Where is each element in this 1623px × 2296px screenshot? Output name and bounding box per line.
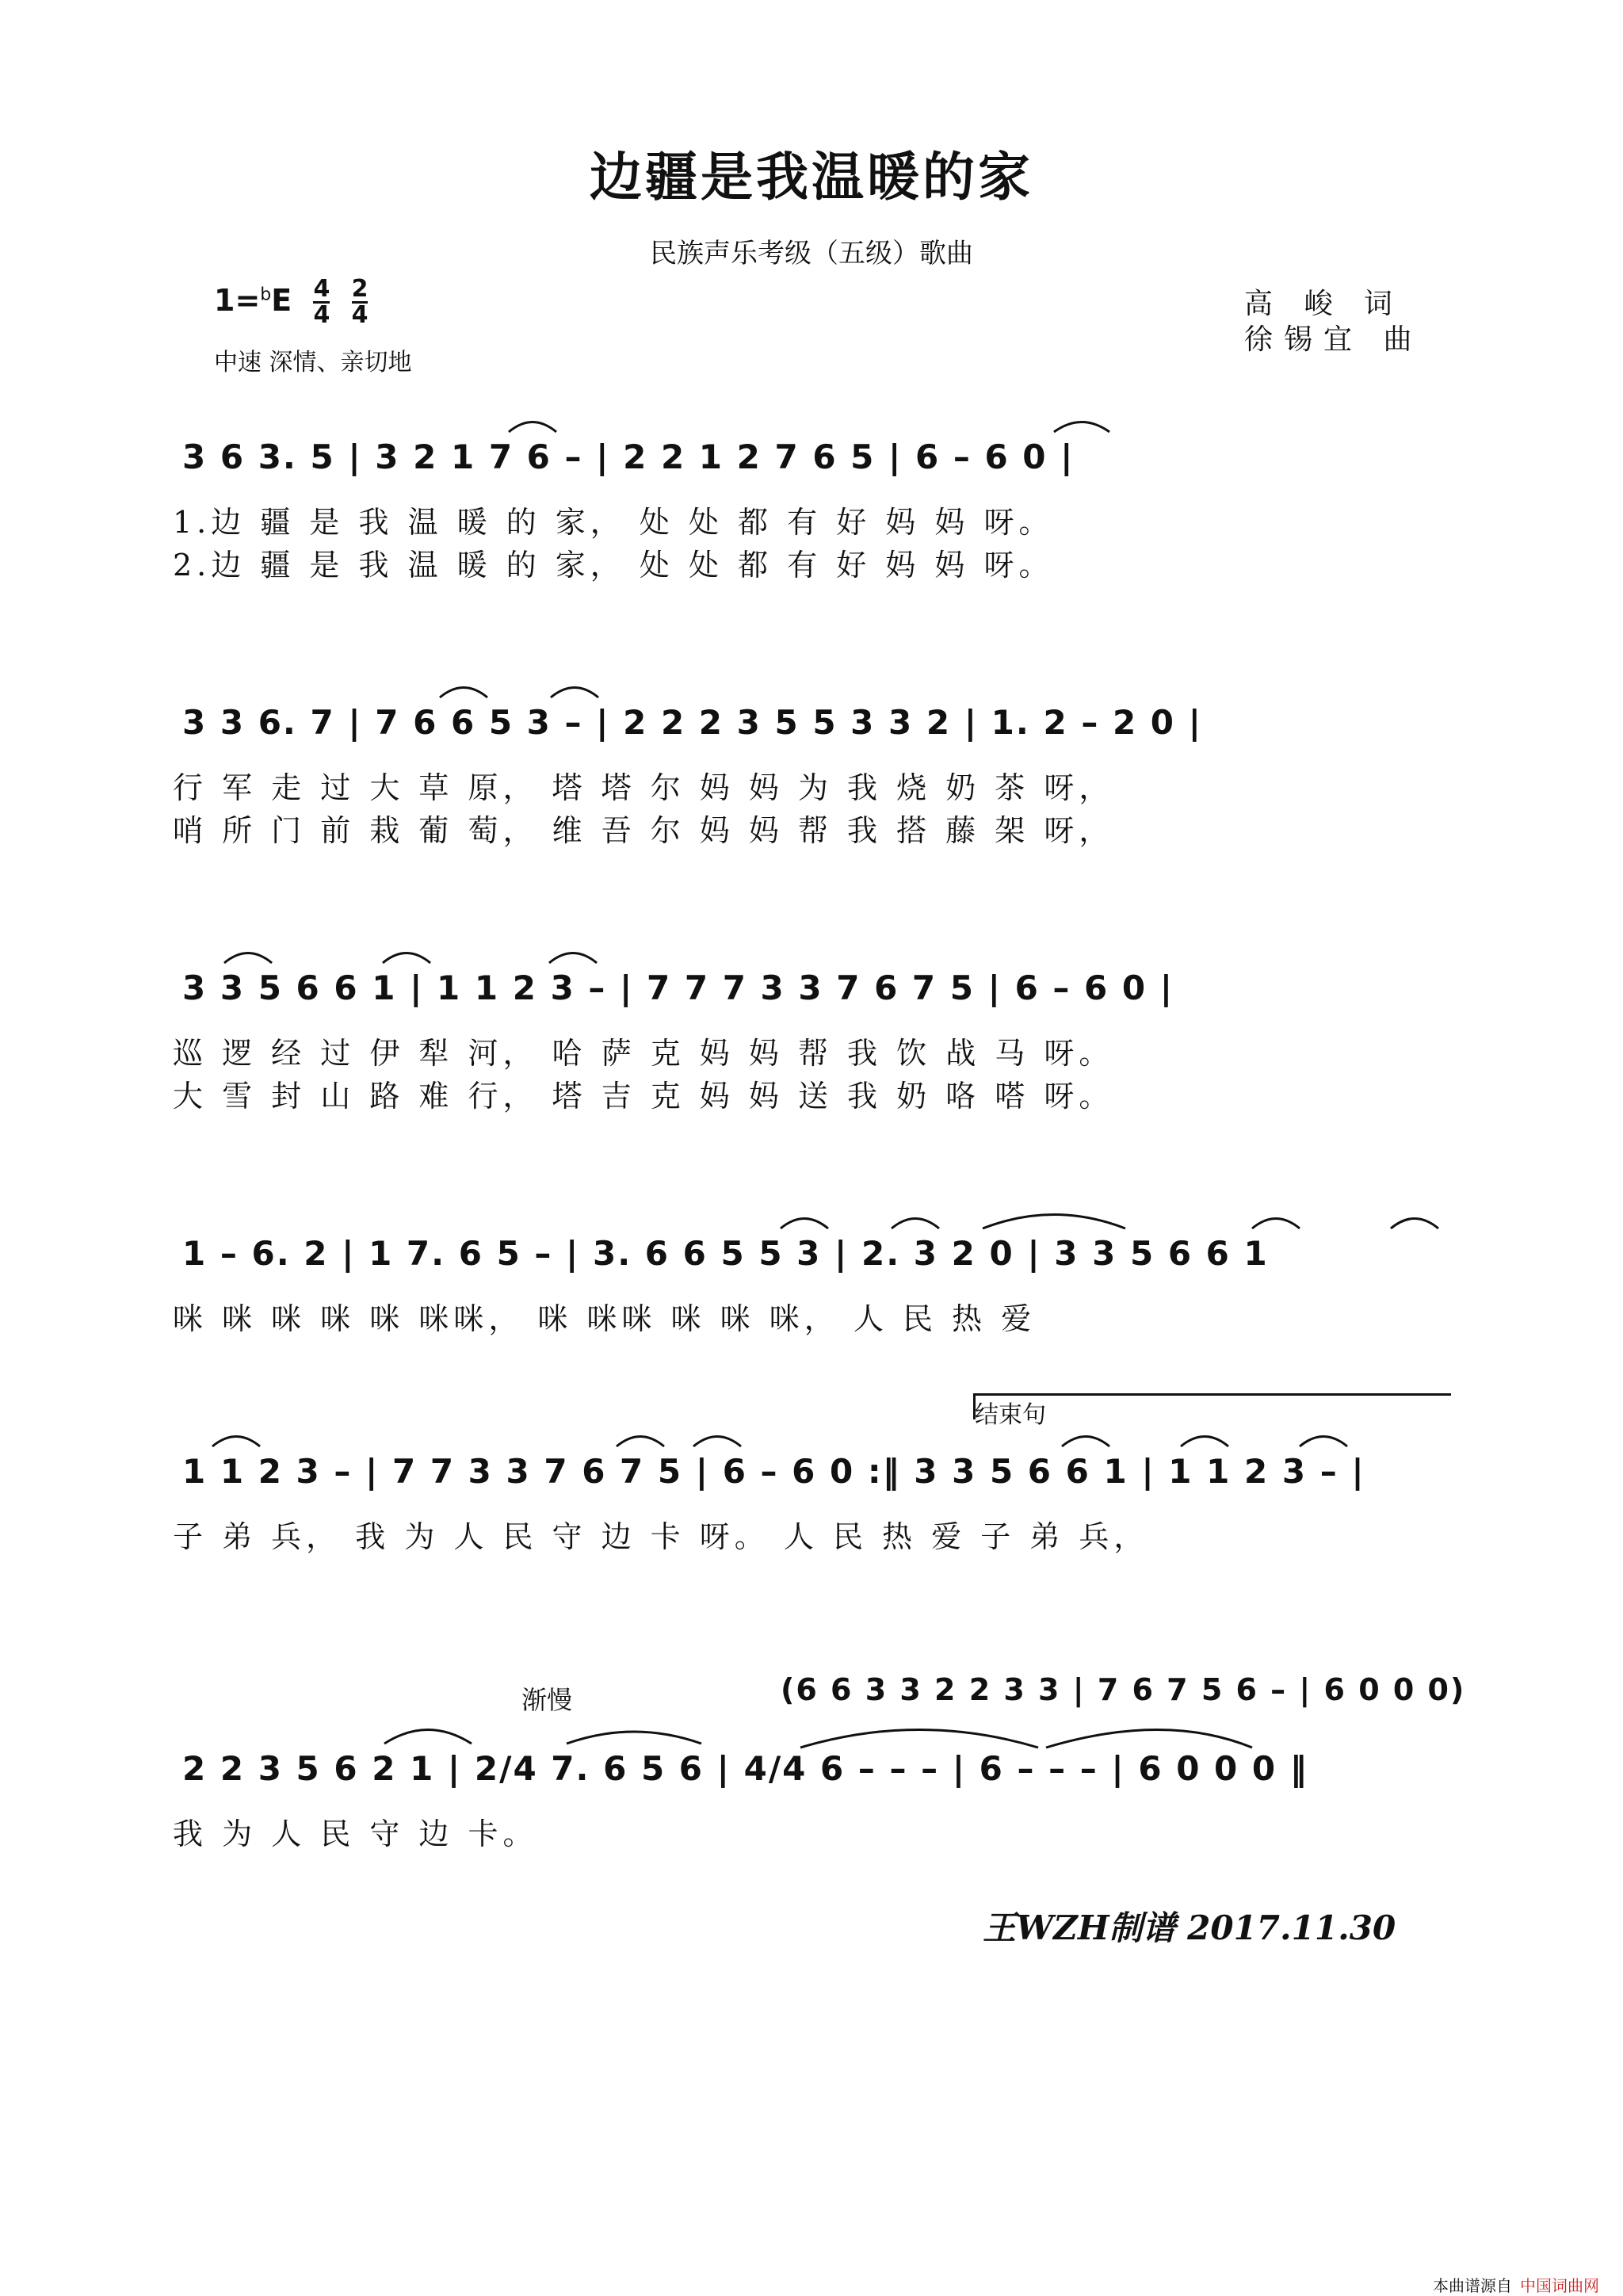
flat-sign: b (260, 285, 272, 305)
slur (1046, 1730, 1252, 1748)
slur (384, 1730, 472, 1744)
notation-line: 2 2 3 5 6 2 1 | 2/4 7. 6 5 6 | 4/4 6 – – – | 6 – – – | 6 0 0 0 ‖ (182, 1749, 1308, 1788)
slur (781, 1219, 828, 1229)
notation-line: 3 6 3. 5 | 3 2 1 7 6 – | 2 2 1 2 7 6 5 | 6 – 6 0 | (182, 437, 1075, 476)
slur (224, 953, 272, 964)
slur (549, 953, 597, 964)
slur (440, 688, 487, 698)
slur (1181, 1437, 1228, 1447)
lyric-verse-2: 2.边 疆 是 我 温 暖 的 家， 处 处 都 有 好 妈 妈 呀。 (173, 548, 1054, 583)
notation-line: 3 3 6. 7 | 7 6 6 5 3 – | 2 2 2 3 5 5 3 3 2 | 1. 2 – 2 0 | (182, 703, 1202, 742)
slur (1300, 1437, 1347, 1447)
notation-line: 1 1 2 3 – | 7 7 3 3 7 6 7 5 | 6 – 6 0 :‖ 3 3 5 6 6 1 | 1 1 2 3 – | (182, 1452, 1365, 1491)
slur (1054, 422, 1109, 433)
lyric-verse-1: 巡 逻 经 过 伊 犁 河， 哈 萨 克 妈 妈 帮 我 饮 战 马 呀。 (173, 1036, 1114, 1071)
slur (509, 422, 556, 433)
footer-source: 本曲谱源自 (1433, 2276, 1512, 2295)
time-signature-1: $\frac{4}{4}$ (313, 275, 330, 329)
slur (617, 1437, 664, 1447)
slur (983, 1215, 1125, 1229)
song-subtitle: 民族声乐考级（五级）歌曲 (650, 238, 973, 269)
key-note: E (271, 283, 292, 318)
slur (383, 953, 430, 964)
composer-credit: 徐锡宜 曲 (1244, 323, 1423, 356)
lyric-verse-2: 哨 所 门 前 栽 葡 萄， 维 吾 尔 妈 妈 帮 我 搭 藤 架 呀， (173, 813, 1114, 848)
song-title: 边疆是我温暖的家 (590, 146, 1033, 208)
lyric-verse-1: 1.边 疆 是 我 温 暖 的 家， 处 处 都 有 好 妈 妈 呀。 (173, 505, 1054, 540)
slur (800, 1730, 1038, 1748)
slur (212, 1437, 260, 1447)
tempo-marking: 中速 深情、亲切地 (214, 349, 412, 376)
notation-line: 3 3 5 6 6 1 | 1 1 2 3 – | 7 7 7 3 3 7 6 7 5 | 6 – 6 0 | (182, 968, 1174, 1007)
slur (1062, 1437, 1109, 1447)
lyric-verse-1: 子 弟 兵， 我 为 人 民 守 边 卡 呀。 人 民 热 爱 子 弟 兵， (173, 1519, 1149, 1554)
lyric-verse-1: 咪 咪 咪 咪 咪 咪咪， 咪 咪咪 咪 咪 咪， 人 民 热 爱 (173, 1301, 1037, 1336)
key-label: 1= (214, 283, 261, 318)
notation-line: 1 – 6. 2 | 1 7. 6 5 – | 3. 6 6 5 5 3 | 2. 3 2 0 | 3 3 5 6 6 1 (182, 1234, 1269, 1273)
ending-label: 结束句 (975, 1401, 1046, 1429)
lyric-verse-1: 行 军 走 过 大 草 原， 塔 塔 尔 妈 妈 为 我 烧 奶 茶 呀， (173, 770, 1114, 805)
lyricist-credit: 高 峻 词 (1244, 288, 1403, 320)
lyric-verse-2: 大 雪 封 山 路 难 行， 塔 吉 克 妈 妈 送 我 奶 咯 嗒 呀。 (173, 1079, 1114, 1114)
time-signature-2: $\frac{2}{4}$ (351, 275, 369, 329)
footer-site: 中国词曲网 (1520, 2276, 1599, 2295)
interlude-notation: (6 6 3 3 2 2 3 3 | 7 6 7 5 6 – | 6 0 0 0) (781, 1672, 1466, 1707)
ritardando-marking: 渐慢 (521, 1685, 573, 1715)
slur (1391, 1219, 1438, 1229)
slur (892, 1219, 939, 1229)
slur (567, 1732, 701, 1744)
slur (551, 688, 598, 698)
transcriber-signature: 王WZH制谱 2017.11.30 (983, 1908, 1396, 1947)
slur (693, 1437, 741, 1447)
slur (1252, 1219, 1300, 1229)
lyric-verse-1: 我 为 人 民 守 边 卡。 (173, 1817, 538, 1851)
